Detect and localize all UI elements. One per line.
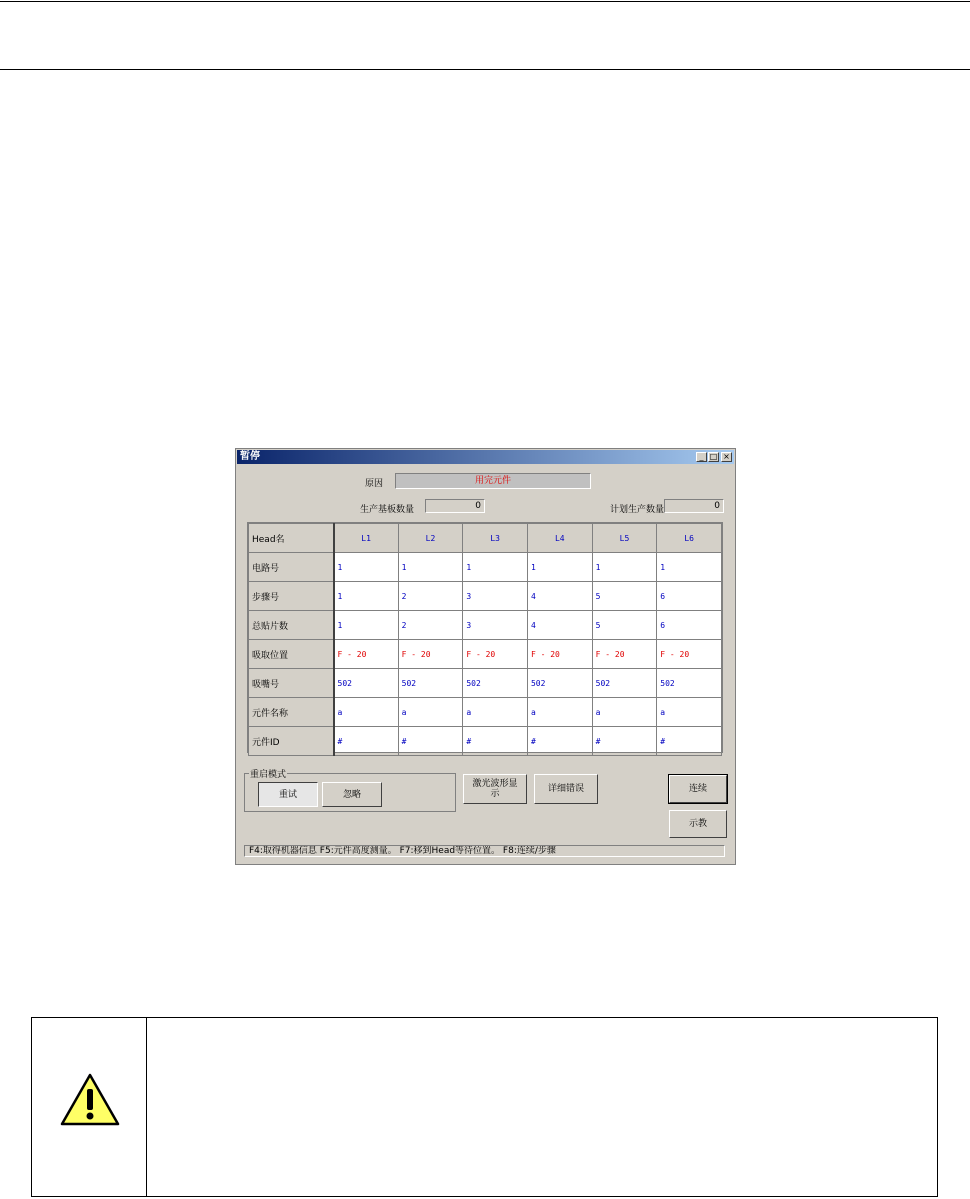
minimize-icon[interactable]: _ [696,452,707,462]
reason-label: 原因 [365,479,384,489]
table-cell[interactable]: 3 [463,582,528,611]
detail-error-button[interactable]: 详细错误 [534,774,598,804]
table-cell[interactable]: 1 [657,553,722,582]
table-cell[interactable]: 4 [527,582,592,611]
table-cell[interactable]: 1 [592,553,657,582]
table-cell[interactable]: F - 20 [592,640,657,669]
table-cell[interactable]: 1 [398,553,463,582]
table-row [249,669,722,698]
table-cell[interactable]: 502 [657,669,722,698]
table-cell[interactable]: # [463,727,528,756]
warning-box [31,1017,938,1197]
row-header: 吸嘴号 [249,669,334,698]
column-header[interactable]: L6 [657,524,722,553]
table-cell[interactable]: a [657,698,722,727]
title-bar[interactable] [237,450,734,464]
table-row [249,611,722,640]
table-cell[interactable]: 1 [334,611,399,640]
table-cell[interactable]: # [657,727,722,756]
header-rule [0,69,970,70]
table-cell[interactable]: F - 20 [657,640,722,669]
table-cell[interactable]: # [334,727,399,756]
row-header: 元件ID [249,727,334,756]
head-name-header: Head名 [249,524,334,553]
table-cell[interactable]: F - 20 [463,640,528,669]
ignore-button[interactable]: 忽略 [322,782,382,807]
table-cell[interactable]: # [592,727,657,756]
row-header: 总贴片数 [249,611,334,640]
table-cell[interactable]: F - 20 [334,640,399,669]
column-header[interactable]: L3 [463,524,528,553]
warning-divider [146,1018,147,1196]
table-cell[interactable]: 502 [334,669,399,698]
table-cell[interactable]: a [334,698,399,727]
table-row [249,553,722,582]
production-count-label: 生产基板数量 [360,505,415,515]
table-cell[interactable]: a [398,698,463,727]
table-cell[interactable]: # [527,727,592,756]
table-cell[interactable]: 2 [398,582,463,611]
table-cell[interactable]: 1 [334,582,399,611]
table-cell[interactable]: 5 [592,611,657,640]
retry-button[interactable]: 重试 [258,782,318,807]
maximize-icon[interactable]: □ [709,452,718,461]
window-title: 暂停 [240,451,260,462]
status-bar: F4:取得机器信息 F5:元件高度测量。 F7:移到Head等待位置。 F8:连续/步骤 [244,845,725,857]
table-cell[interactable]: a [527,698,592,727]
table-cell[interactable]: a [592,698,657,727]
table-cell[interactable]: 502 [398,669,463,698]
table-row [249,727,722,756]
restart-mode-label: 重启模式 [249,767,287,780]
table-row [249,640,722,669]
table-row [249,698,722,727]
table-cell[interactable]: 3 [463,611,528,640]
row-header: 步骤号 [249,582,334,611]
row-header: 电路号 [249,553,334,582]
table-cell[interactable]: 2 [398,611,463,640]
table-cell[interactable]: 4 [527,611,592,640]
continue-button[interactable]: 连续 [669,775,727,803]
table-cell[interactable]: 502 [463,669,528,698]
column-header[interactable]: L2 [398,524,463,553]
warning-icon [59,1072,121,1128]
table-cell[interactable]: 1 [334,553,399,582]
production-count-field: 0 [425,499,485,513]
table-cell[interactable]: # [398,727,463,756]
planned-count-label: 计划生产数量 [610,505,665,515]
head-info-grid [247,522,723,753]
planned-count-field: 0 [664,499,724,513]
teach-button[interactable]: 示教 [669,810,727,838]
table-cell[interactable]: 502 [527,669,592,698]
close-icon[interactable]: × [721,452,732,462]
table-cell[interactable]: 6 [657,582,722,611]
pause-dialog [235,448,736,865]
table-cell[interactable]: F - 20 [527,640,592,669]
laser-waveform-button[interactable]: 激光波形显示 [463,774,527,804]
table-cell[interactable]: 502 [592,669,657,698]
reason-field: 用完元件 [395,473,591,489]
table-header-row [249,524,722,553]
column-header[interactable]: L4 [527,524,592,553]
table-cell[interactable]: F - 20 [398,640,463,669]
table-row [249,582,722,611]
table-cell[interactable]: 1 [463,553,528,582]
row-header: 元件名称 [249,698,334,727]
column-header[interactable]: L5 [592,524,657,553]
table-cell[interactable]: 6 [657,611,722,640]
top-rule [0,1,970,2]
table-cell[interactable]: a [463,698,528,727]
table-cell[interactable]: 1 [527,553,592,582]
column-header[interactable]: L1 [334,524,399,553]
row-header: 吸取位置 [249,640,334,669]
table-cell[interactable]: 5 [592,582,657,611]
